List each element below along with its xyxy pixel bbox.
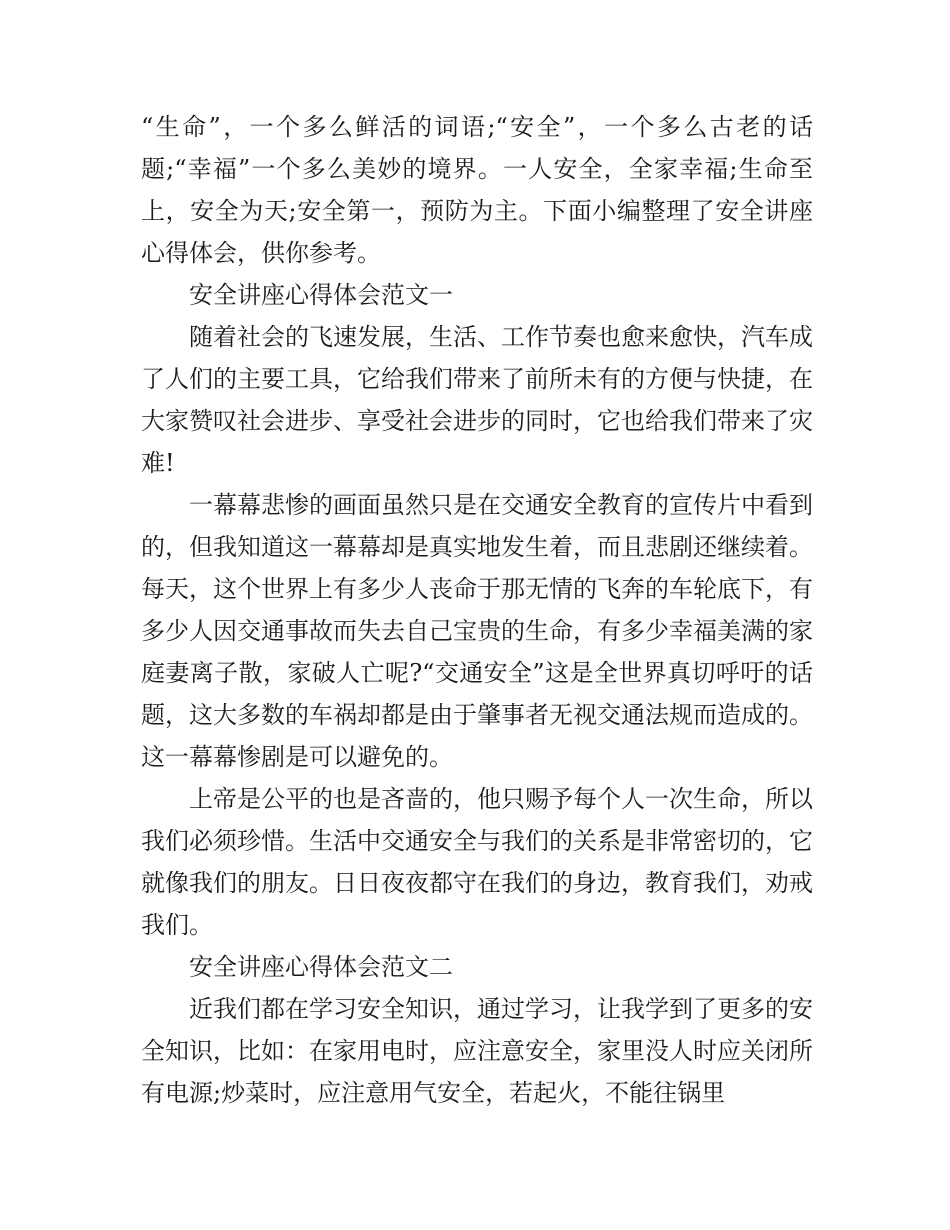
section-heading-2: 安全讲座心得体会范文二: [189, 953, 453, 981]
body-paragraph: 上帝是公平的也是吝啬的，他只赐予每个人一次生命，所以我们必须珍惜。生活中交通安全与我们的关系是非常密切的，它就像我们的朋友。日日夜夜都守在我们的身边，教育我们，劝戒我们。: [141, 785, 813, 939]
intro-paragraph: “生命”，一个多么鲜活的词语;“安全”，一个多么古老的话题;“幸福”一个多么美妙的境界。一人安全，全家幸福;生命至上，安全为天;安全第一，预防为主。下面小编整理了安全讲座心得体会，供你参考。: [141, 113, 813, 267]
document-body: [141, 106, 813, 1114]
body-paragraph: 近我们都在学习安全知识，通过学习，让我学到了更多的安全知识，比如：在家用电时，应注意安全，家里没人时应关闭所有电源;炒菜时，应注意用气安全，若起火，不能往锅里: [141, 995, 813, 1107]
body-paragraph: 一幕幕悲惨的画面虽然只是在交通安全教育的宣传片中看到的，但我知道这一幕幕却是真实地发生着，而且悲剧还继续着。每天，这个世界上有多少人丧命于那无情的飞奔的车轮底下，有多少人因交通事故而失去自己宝贵的生命，有多少幸福美满的家庭妻离子散，家破人亡呢?“交通安全”这是全世界真切呼吁的话题，这大多数的车祸却都是由于肇事者无视交通法规而造成的。这一幕幕惨剧是可以避免的。: [141, 491, 813, 771]
section-heading-1: 安全讲座心得体会范文一: [189, 281, 453, 309]
body-paragraph: 随着社会的飞速发展，生活、工作节奏也愈来愈快，汽车成了人们的主要工具，它给我们带来了前所未有的方便与快捷，在大家赞叹社会进步、享受社会进步的同时，它也给我们带来了灾难!: [141, 323, 813, 477]
